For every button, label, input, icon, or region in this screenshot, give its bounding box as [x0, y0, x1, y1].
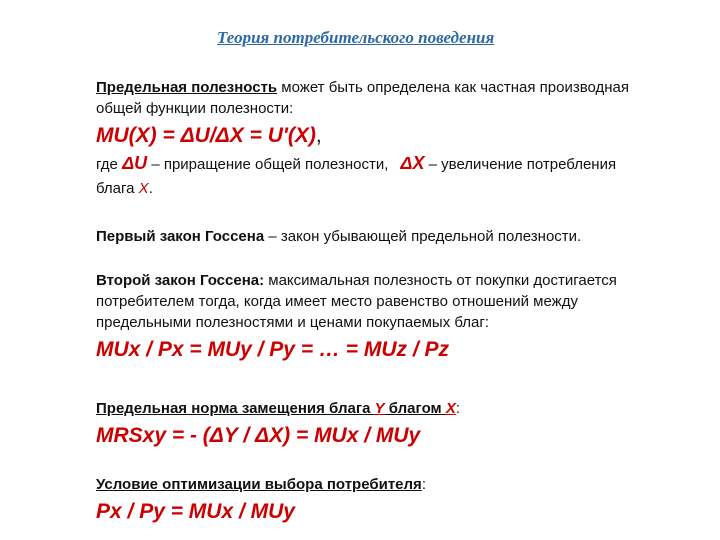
gossen1-text: – закон убывающей предельной полезности. — [264, 228, 582, 245]
mrs-x: X — [445, 400, 456, 417]
good-x: X — [138, 180, 149, 197]
delta-u: ΔU — [122, 153, 148, 173]
gossen2-formula: MUx / Px = MUy / Py = … = MUz / Pz — [96, 338, 450, 361]
gossen2-term: Второй закон Госсена: — [96, 272, 265, 289]
mrs-colon: : — [455, 400, 460, 417]
delta-u-text: – приращение общей полезности, — [147, 156, 389, 173]
optimum-formula: Px / Py = MUx / MUy — [96, 500, 295, 523]
optimum-colon: : — [421, 476, 426, 493]
mu-good-line — [96, 178, 153, 199]
mu-formula: MU(X) = ΔU/ΔX = U'(X) — [96, 124, 316, 147]
delta-x: ΔX — [400, 153, 425, 173]
mrs-y: Y — [374, 400, 385, 417]
mu-definition-line2: общей функции полезности: — [96, 100, 294, 117]
gossen2-line2: потребителем тогда, когда имеет место равенство отношений между — [96, 293, 578, 310]
gossen2-text1: максимальная полезность от покупки достигается — [264, 272, 617, 289]
gossen2-line1 — [96, 270, 617, 291]
mu-formula-comma: , — [315, 124, 322, 147]
mrs-term-pre: Предельная норма замещения блага — [96, 400, 375, 417]
good-prefix: блага — [96, 180, 139, 197]
mu-term: Предельная полезность — [96, 79, 278, 96]
good-postfix: . — [148, 180, 153, 197]
mu-text1: может быть определена как частная производная — [277, 79, 630, 96]
delta-x-text: – увеличение потребления — [424, 156, 617, 173]
mrs-line — [96, 398, 460, 419]
gossen1-line — [96, 226, 581, 247]
gossen2-line3: предельными полезностями и ценами покупаемых благ: — [96, 314, 490, 331]
optimum-line — [96, 474, 426, 495]
mu-where-line — [96, 153, 616, 174]
gossen1-term: Первый закон Госсена — [96, 228, 265, 245]
page-title: Теория потребительского поведения — [217, 28, 495, 47]
mu-definition-line1 — [96, 77, 629, 98]
mrs-formula: MRSxy = - (ΔY / ΔX) = MUx / MUy — [96, 424, 421, 447]
mrs-term-mid: благом — [384, 400, 446, 417]
where-prefix: где — [96, 156, 123, 173]
mu-formula-line — [96, 124, 322, 148]
optimum-term: Условие оптимизации выбора потребителя — [96, 476, 422, 493]
